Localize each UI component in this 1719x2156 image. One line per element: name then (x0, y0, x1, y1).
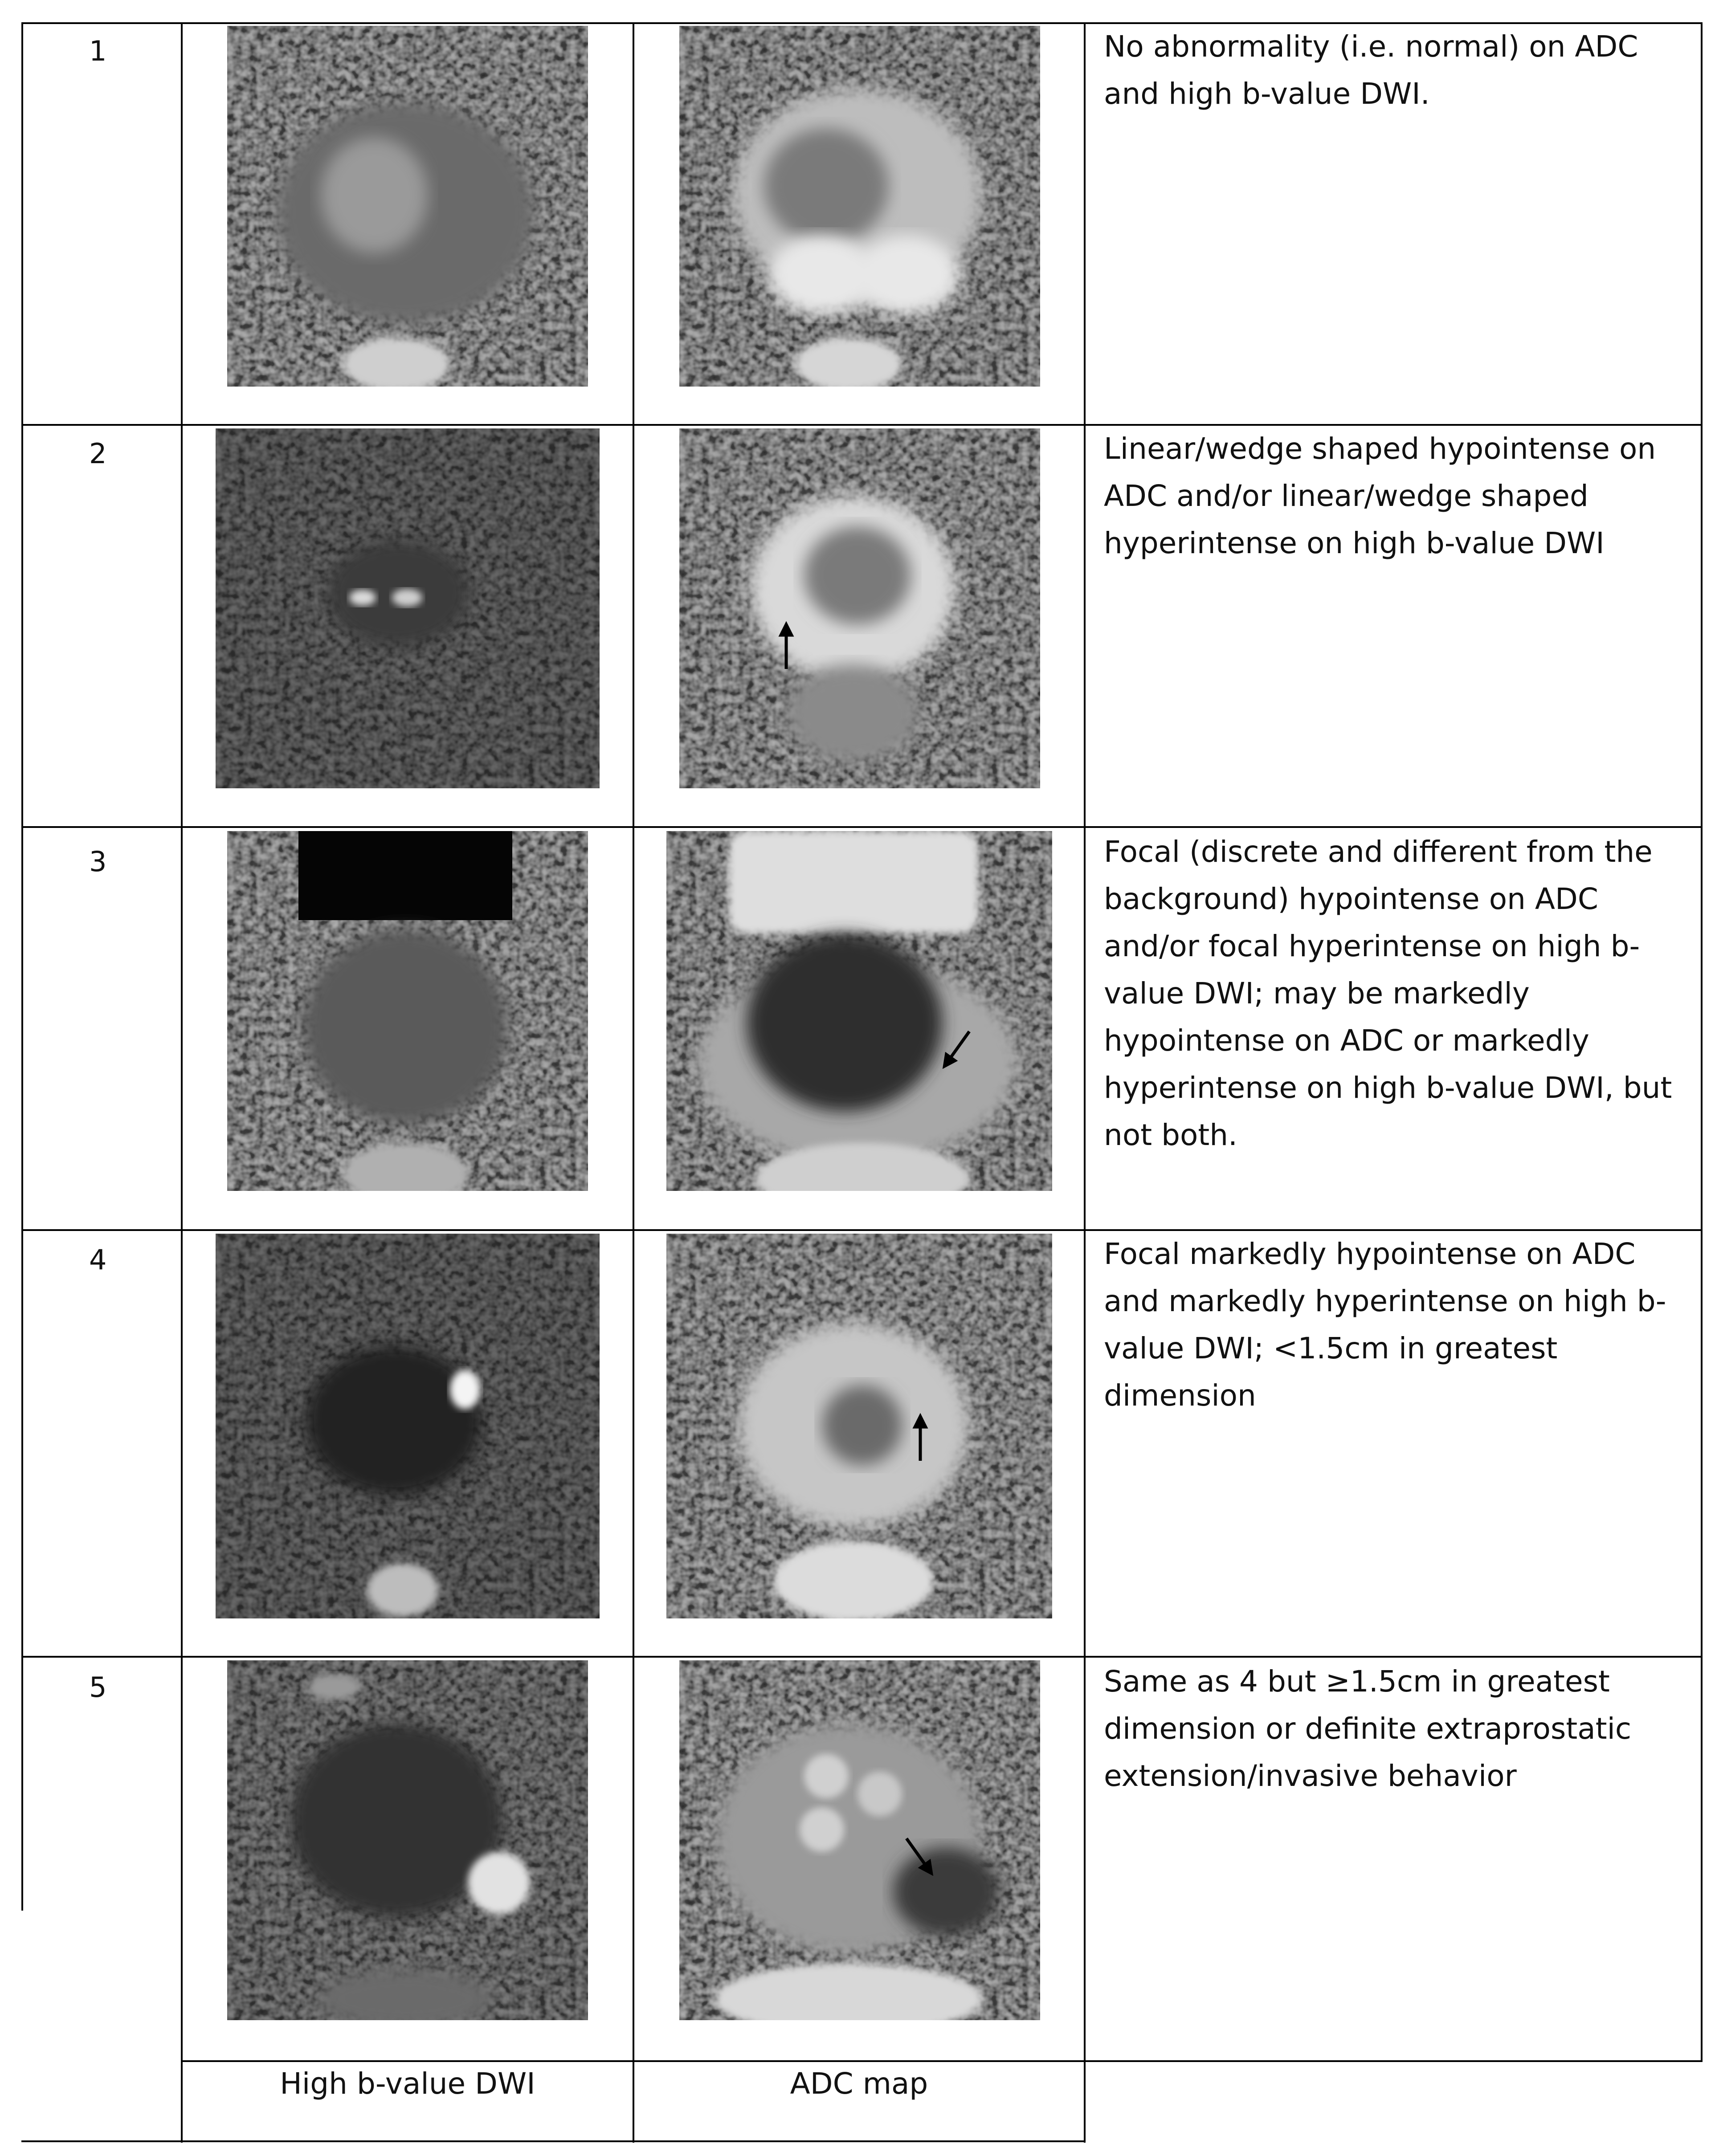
score-3: 3 (89, 845, 107, 878)
table-border-col2 (633, 22, 634, 2143)
table-border-left (21, 22, 23, 1911)
score-4: 4 (89, 1243, 107, 1276)
row-divider-4 (21, 1656, 1703, 1658)
dwi-image-3 (227, 831, 588, 1191)
row-divider-5 (181, 2060, 1703, 2062)
adc-image-2 (679, 428, 1040, 788)
description-1: No abnormality (i.e. normal) on ADC and high b-value DWI. (1104, 29, 1638, 111)
table-border-col1 (181, 22, 183, 2143)
score-1: 1 (89, 35, 107, 67)
footer-dwi-label: High b-value DWI (280, 2066, 535, 2101)
dwi-image-1 (227, 26, 588, 387)
row-divider-2 (21, 826, 1703, 828)
score-5: 5 (89, 1671, 107, 1704)
table-border-right (1701, 22, 1703, 2062)
score-2: 2 (89, 437, 107, 470)
adc-image-5 (679, 1660, 1040, 2020)
dwi-image-5 (227, 1660, 588, 2020)
dwi-image-2 (216, 428, 600, 788)
adc-image-1 (679, 26, 1040, 387)
description-5: Same as 4 but ≥1.5cm in greatest dimension or definite extraprostatic extension/invasive behavior (1104, 1664, 1632, 1793)
table-border-bottom-left (21, 2140, 1086, 2142)
description-2: Linear/wedge shaped hypointense on ADC and/or linear/wedge shaped hyperintense on high b-value DWI (1104, 432, 1656, 560)
description-3: Focal (discrete and different from the background) hypointense on ADC and/or focal hyperintense on high b-value DWI; may be markedly hypointense on ADC or markedly hyperintense on high b-value DWI, but not both. (1104, 835, 1672, 1152)
adc-image-3 (666, 831, 1052, 1191)
footer-adc-label: ADC map (790, 2066, 928, 2101)
description-4: Focal markedly hypointense on ADC and markedly hyperintense on high b-value DWI; <1.5cm in greatest dimension (1104, 1237, 1666, 1413)
adc-image-4 (666, 1234, 1052, 1618)
table-border-col3 (1084, 22, 1086, 2143)
dwi-image-4 (216, 1234, 600, 1618)
